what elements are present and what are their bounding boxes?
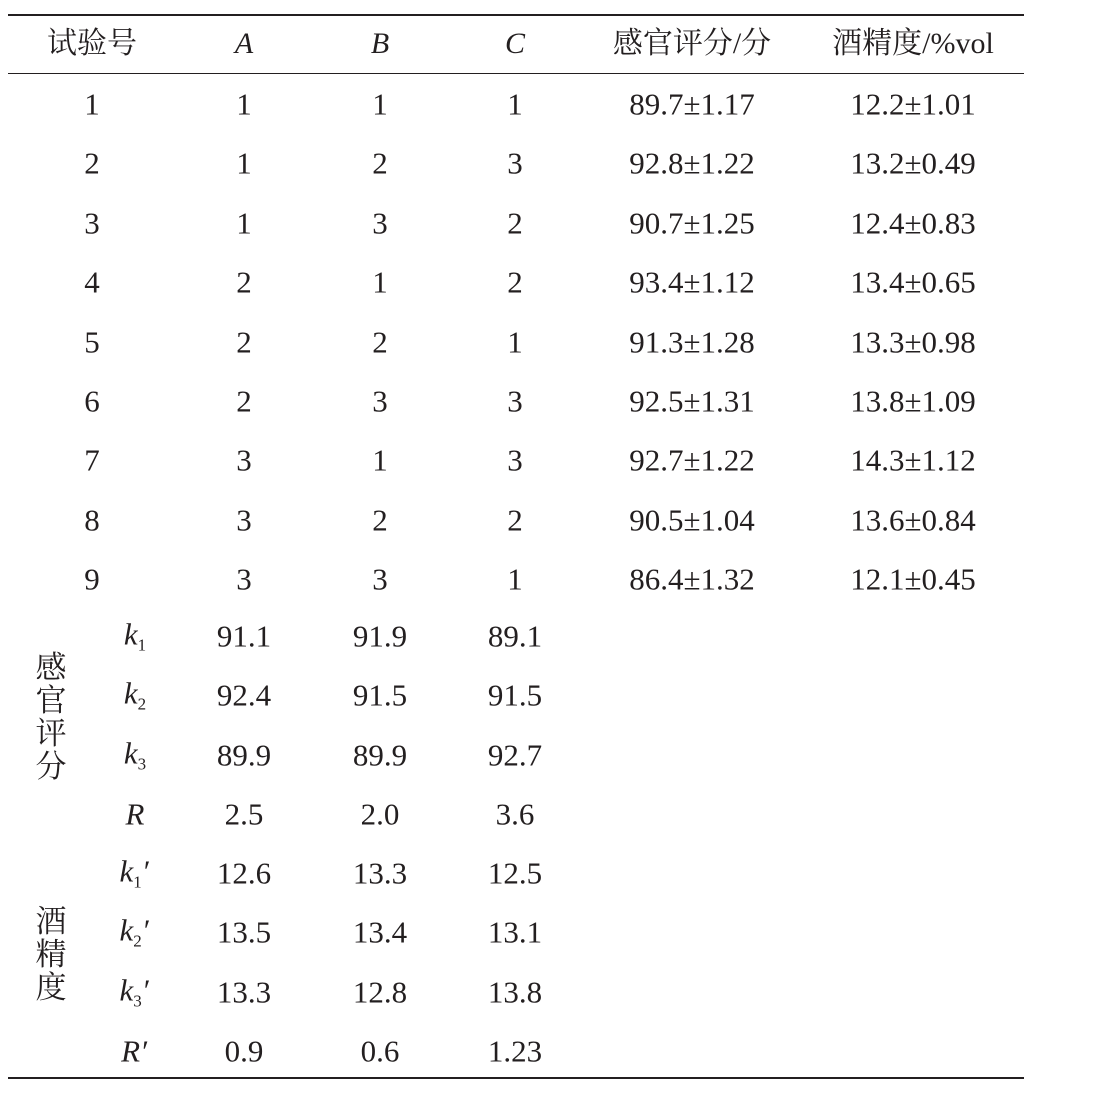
cell-no: 1	[84, 86, 100, 122]
cell-alcohol: 13.2±0.49	[850, 145, 976, 181]
header-factor-b: B	[370, 27, 390, 60]
cell-b: 3	[372, 383, 388, 419]
cell-b: 1	[372, 86, 388, 122]
cell-alcohol: 14.3±1.12	[850, 442, 976, 478]
header-trial-number: 试验号	[47, 27, 137, 60]
cell-alcohol: 13.6±0.84	[850, 502, 976, 538]
cell-no: 3	[84, 205, 100, 241]
cell-a: 2	[236, 383, 252, 419]
cell-b: 3	[372, 205, 388, 241]
symbol-letter: k	[123, 675, 138, 711]
cell-symbol	[123, 616, 147, 655]
symbol-subscript: 2	[133, 931, 142, 951]
cell-a: 3	[236, 502, 252, 538]
cell-a: 3	[236, 442, 252, 478]
cell-b: 1	[372, 442, 388, 478]
cell-c: 1	[507, 86, 523, 122]
cell-c: 92.7	[487, 737, 543, 773]
symbol-letter: k	[119, 853, 134, 889]
cell-sensory: 93.4±1.12	[629, 264, 755, 300]
cell-alcohol: 12.4±0.83	[850, 205, 976, 241]
header-factor-a: A	[234, 27, 254, 60]
cell-b: 89.9	[352, 737, 408, 773]
cell-no: 2	[84, 145, 100, 181]
cell-b: 13.3	[352, 855, 408, 891]
symbol-letter: k	[119, 912, 134, 948]
cell-sensory: 92.5±1.31	[629, 383, 755, 419]
cell-b: 12.8	[352, 974, 408, 1010]
cell-c: 89.1	[487, 618, 543, 654]
cell-c: 91.5	[487, 677, 543, 713]
cell-b: 0.6	[360, 1033, 400, 1069]
symbol-subscript: 3	[137, 754, 147, 774]
cell-sensory: 92.7±1.22	[629, 442, 755, 478]
cell-sensory: 89.7±1.17	[629, 86, 755, 122]
cell-symbol	[125, 796, 145, 832]
cell-a: 2.5	[224, 796, 264, 832]
cell-sensory: 91.3±1.28	[629, 324, 755, 360]
cell-c: 1.23	[487, 1033, 543, 1069]
cell-b: 91.9	[352, 618, 408, 654]
header-sensory-score: 感官评分/分	[612, 27, 772, 60]
cell-c: 2	[507, 502, 523, 538]
cell-sensory: 86.4±1.32	[629, 561, 755, 597]
cell-b: 2	[372, 145, 388, 181]
header-alcohol-content: 酒精度/%vol	[832, 27, 994, 60]
symbol-prime: ′	[142, 1033, 149, 1069]
cell-symbol	[121, 1033, 149, 1069]
table-header-rule	[8, 73, 1024, 74]
symbol-prime: ′	[143, 972, 151, 1008]
cell-c: 13.8	[487, 974, 543, 1010]
cell-c: 3	[507, 442, 523, 478]
cell-a: 2	[236, 324, 252, 360]
cell-b: 2	[372, 324, 388, 360]
cell-c: 2	[507, 264, 523, 300]
cell-a: 91.1	[216, 618, 272, 654]
cell-b: 3	[372, 561, 388, 597]
cell-a: 92.4	[216, 677, 272, 713]
cell-b: 1	[372, 264, 388, 300]
symbol-subscript: 1	[137, 635, 147, 655]
cell-c: 1	[507, 324, 523, 360]
cell-a: 1	[236, 145, 252, 181]
cell-symbol	[119, 912, 151, 951]
header-factor-c: C	[504, 27, 526, 60]
symbol-subscript: 2	[137, 694, 147, 714]
cell-c: 1	[507, 561, 523, 597]
cell-a: 1	[236, 205, 252, 241]
cell-alcohol: 12.2±1.01	[850, 86, 976, 122]
cell-a: 13.3	[216, 974, 272, 1010]
symbol-letter: R	[121, 1033, 141, 1069]
symbol-letter: k	[123, 616, 138, 652]
symbol-letter: k	[123, 735, 138, 771]
cell-no: 6	[84, 383, 100, 419]
table-bottom-rule	[8, 1077, 1024, 1079]
cell-symbol	[119, 974, 150, 1009]
cell-a: 1	[236, 86, 252, 122]
table-top-rule	[8, 14, 1024, 16]
cell-symbol	[124, 737, 146, 772]
cell-sensory: 92.8±1.22	[629, 145, 755, 181]
symbol-subscript: 3	[133, 991, 142, 1011]
cell-c: 12.5	[487, 855, 543, 891]
cell-alcohol: 13.3±0.98	[850, 324, 976, 360]
cell-a: 13.5	[216, 914, 272, 950]
cell-no: 7	[84, 442, 100, 478]
cell-a: 0.9	[224, 1033, 264, 1069]
cell-sensory: 90.7±1.25	[629, 205, 755, 241]
cell-a: 3	[236, 561, 252, 597]
cell-sensory: 90.5±1.04	[629, 502, 755, 538]
cell-a: 89.9	[216, 737, 272, 773]
cell-no: 9	[84, 561, 100, 597]
symbol-subscript: 1	[133, 872, 142, 892]
cell-no: 8	[84, 502, 100, 538]
cell-b: 13.4	[352, 914, 408, 950]
cell-alcohol: 12.1±0.45	[850, 561, 976, 597]
sensory-group-label: 感官评分	[35, 650, 67, 784]
cell-a: 2	[236, 264, 252, 300]
cell-symbol	[123, 675, 147, 714]
cell-c: 3.6	[495, 796, 535, 832]
symbol-letter: k	[119, 972, 134, 1008]
cell-c: 3	[507, 145, 523, 181]
cell-b: 91.5	[352, 677, 408, 713]
cell-b: 2.0	[360, 796, 400, 832]
cell-symbol	[119, 853, 151, 892]
cell-c: 13.1	[487, 914, 543, 950]
cell-c: 2	[507, 205, 523, 241]
cell-a: 12.6	[216, 855, 272, 891]
cell-no: 4	[84, 264, 100, 300]
symbol-prime: ′	[143, 912, 151, 948]
symbol-letter: R	[125, 796, 145, 832]
cell-b: 2	[372, 502, 388, 538]
alcohol-group-label: 酒精度	[35, 904, 67, 1005]
cell-c: 3	[507, 383, 523, 419]
cell-alcohol: 13.8±1.09	[850, 383, 976, 419]
symbol-prime: ′	[143, 853, 151, 889]
cell-no: 5	[84, 324, 100, 360]
cell-alcohol: 13.4±0.65	[850, 264, 976, 300]
